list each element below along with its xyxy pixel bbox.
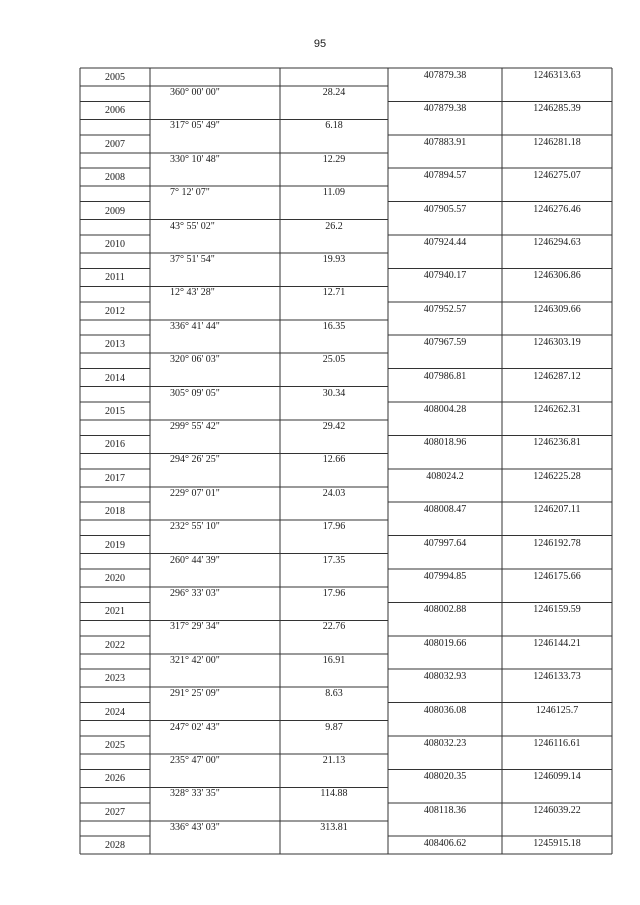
segment-distance: 24.03 — [322, 487, 346, 499]
segment-bearing: 317° 29' 34" — [170, 621, 220, 633]
point-y: 1246125.7 — [535, 704, 579, 716]
point-id: 2021 — [105, 606, 125, 618]
point-y: 1245915.18 — [533, 838, 581, 850]
point-id: 2013 — [105, 339, 125, 351]
segment-distance: 9.87 — [325, 721, 343, 733]
point-x: 407879.38 — [423, 70, 467, 81]
point-x: 407952.57 — [423, 303, 467, 315]
point-x: 407967.59 — [423, 337, 467, 349]
point-y: 1246281.18 — [533, 136, 581, 148]
segment-bearing: 43° 55' 02" — [170, 220, 215, 232]
point-id: 2005 — [105, 72, 125, 83]
segment-distance: 21.13 — [322, 755, 346, 766]
point-id: 2026 — [105, 773, 125, 785]
point-x: 408019.66 — [423, 637, 467, 649]
point-y: 1246285.39 — [533, 103, 581, 115]
segment-distance: 11.09 — [322, 187, 346, 199]
point-y: 1246039.22 — [533, 804, 581, 816]
point-y: 1246099.14 — [533, 771, 581, 783]
segment-distance: 6.18 — [325, 120, 343, 132]
point-y: 1246225.28 — [533, 470, 581, 482]
segment-bearing: 299° 55' 42" — [170, 421, 220, 432]
point-y: 1246175.66 — [533, 571, 581, 582]
segment-distance: 17.96 — [322, 521, 346, 533]
point-id: 2020 — [105, 573, 125, 584]
segment-distance: 313.81 — [320, 821, 348, 833]
segment-bearing: 336° 41' 44" — [170, 320, 220, 332]
segment-distance: 114.88 — [320, 788, 348, 800]
point-x: 407940.17 — [423, 270, 467, 282]
segment-distance: 19.93 — [322, 254, 346, 265]
point-y: 1246207.11 — [533, 504, 581, 516]
page-number: 95 — [313, 38, 327, 50]
point-y: 1246262.31 — [533, 404, 581, 415]
segment-bearing: 321° 42' 00" — [170, 654, 220, 666]
segment-bearing: 260° 44' 39" — [170, 554, 220, 566]
point-y: 1246313.63 — [533, 70, 581, 81]
segment-distance: 12.29 — [322, 153, 346, 165]
segment-distance: 17.96 — [322, 588, 346, 599]
point-y: 1246144.21 — [533, 637, 581, 649]
point-id: 2022 — [105, 639, 125, 651]
point-x: 408024.2 — [426, 470, 464, 482]
segment-bearing: 328° 33' 35" — [170, 788, 220, 800]
segment-bearing: 296° 33' 03" — [170, 588, 220, 599]
segment-bearing: 12° 43' 28" — [170, 287, 215, 299]
point-x: 407986.81 — [423, 370, 467, 382]
segment-bearing: 360° 00' 00" — [170, 87, 220, 98]
point-y: 1246309.66 — [533, 303, 581, 315]
point-id: 2028 — [105, 840, 125, 852]
segment-distance: 8.63 — [325, 688, 343, 700]
point-y: 1246192.78 — [533, 537, 581, 549]
point-x: 407894.57 — [423, 170, 467, 182]
point-id: 2019 — [105, 539, 125, 551]
segment-bearing: 305° 09' 05" — [170, 387, 220, 399]
point-id: 2025 — [105, 740, 125, 751]
point-x: 408118.36 — [423, 804, 467, 816]
point-x: 407994.85 — [423, 571, 467, 582]
point-y: 1246276.46 — [533, 203, 581, 215]
point-id: 2015 — [105, 406, 125, 417]
segment-distance: 26.2 — [325, 220, 343, 232]
point-x: 408036.08 — [423, 704, 467, 716]
segment-bearing: 235° 47' 00" — [170, 755, 220, 766]
segment-distance: 12.66 — [322, 454, 346, 466]
segment-bearing: 7° 12' 07" — [170, 187, 210, 199]
segment-distance: 16.35 — [322, 320, 346, 332]
segment-bearing: 336° 43' 03" — [170, 821, 220, 833]
segment-distance: 12.71 — [322, 287, 346, 299]
point-y: 1246303.19 — [533, 337, 581, 349]
point-x: 408002.88 — [423, 604, 467, 616]
point-id: 2008 — [105, 172, 125, 184]
point-y: 1246159.59 — [533, 604, 581, 616]
point-id: 2018 — [105, 506, 125, 518]
segment-distance: 22.76 — [322, 621, 346, 633]
point-y: 1246116.61 — [533, 738, 581, 749]
point-id: 2011 — [105, 272, 125, 284]
point-y: 1246133.73 — [533, 671, 581, 683]
segment-bearing: 247° 02' 43" — [170, 721, 220, 733]
point-id: 2016 — [105, 439, 125, 451]
point-y: 1246275.07 — [533, 170, 581, 182]
point-y: 1246306.86 — [533, 270, 581, 282]
segment-bearing: 37° 51' 54" — [170, 254, 215, 265]
point-x: 407883.91 — [423, 136, 467, 148]
segment-bearing: 229° 07' 01" — [170, 487, 220, 499]
point-x: 408032.93 — [423, 671, 467, 683]
point-y: 1246294.63 — [533, 237, 581, 248]
point-id: 2017 — [105, 472, 125, 484]
point-id: 2009 — [105, 205, 125, 217]
segment-bearing: 232° 55' 10" — [170, 521, 220, 533]
segment-bearing: 330° 10' 48" — [170, 153, 220, 165]
point-id: 2027 — [105, 806, 125, 818]
segment-distance: 29.42 — [322, 421, 346, 432]
point-id: 2024 — [105, 706, 125, 718]
point-x: 407879.38 — [423, 103, 467, 115]
point-y: 1246236.81 — [533, 437, 581, 449]
point-x: 407924.44 — [423, 237, 467, 248]
point-id: 2014 — [105, 372, 125, 384]
segment-distance: 30.34 — [322, 387, 346, 399]
point-x: 407905.57 — [423, 203, 467, 215]
segment-distance: 17.35 — [322, 554, 346, 566]
point-x: 408004.28 — [423, 404, 467, 415]
point-x: 408406.62 — [423, 838, 467, 850]
point-x: 408032.23 — [423, 738, 467, 749]
point-x: 408020.35 — [423, 771, 467, 783]
segment-distance: 25.05 — [322, 354, 346, 366]
point-id: 2007 — [105, 138, 125, 150]
point-id: 2012 — [105, 305, 125, 317]
segment-bearing: 317° 05' 49" — [170, 120, 220, 132]
segment-bearing: 320° 06' 03" — [170, 354, 220, 366]
point-y: 1246287.12 — [533, 370, 581, 382]
point-x: 408018.96 — [423, 437, 467, 449]
segment-distance: 28.24 — [322, 87, 346, 98]
segment-distance: 16.91 — [322, 654, 346, 666]
point-id: 2010 — [105, 239, 125, 250]
point-id: 2006 — [105, 105, 125, 117]
point-x: 407997.64 — [423, 537, 467, 549]
point-x: 408008.47 — [423, 504, 467, 516]
segment-bearing: 291° 25' 09" — [170, 688, 220, 700]
point-id: 2023 — [105, 673, 125, 685]
segment-bearing: 294° 26' 25" — [170, 454, 220, 466]
